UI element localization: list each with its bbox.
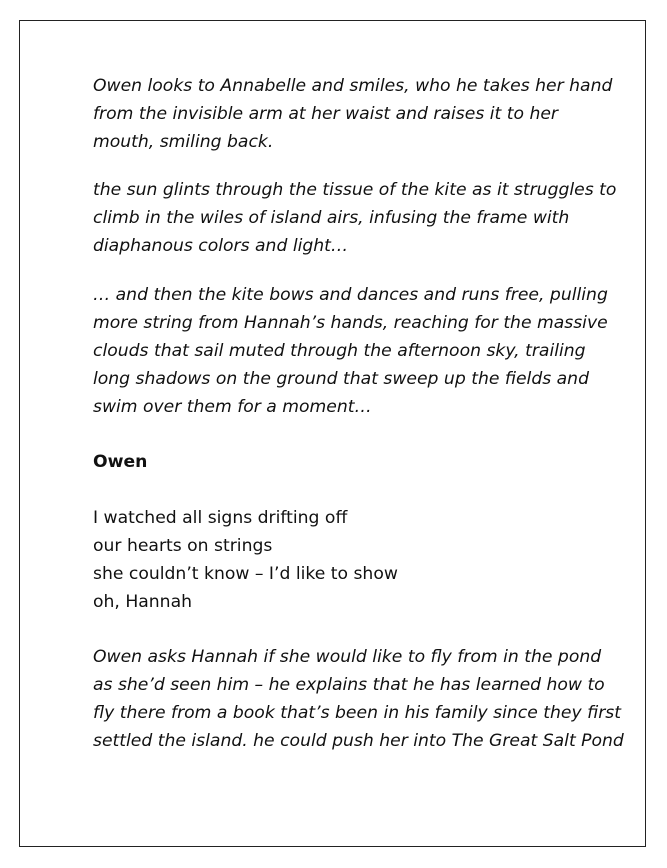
speaker-heading: Owen bbox=[93, 452, 148, 472]
text-line: swim over them for a moment… bbox=[93, 397, 372, 417]
text-line: Owen asks Hannah if she would like to fly from in the pond bbox=[93, 647, 602, 667]
text-line: Owen looks to Annabelle and smiles, who he takes her hand bbox=[93, 76, 613, 96]
text-line: the sun glints through the tissue of the kite as it struggles to bbox=[93, 180, 617, 200]
text-line: climb in the wiles of island airs, infusing the frame with bbox=[93, 208, 570, 228]
text-line: mouth, smiling back. bbox=[93, 132, 274, 152]
text-line: as she’d seen him – he explains that he has learned how to bbox=[93, 675, 605, 695]
text-line: … and then the kite bows and dances and runs free, pulling bbox=[93, 285, 608, 305]
lyric-line: she couldn’t know – I’d like to show bbox=[93, 564, 398, 584]
lyric-line: oh, Hannah bbox=[93, 592, 193, 612]
lyric-line: I watched all signs drifting off bbox=[93, 508, 348, 528]
lyrics-stanza bbox=[93, 504, 398, 616]
stage-direction-paragraph bbox=[93, 643, 624, 755]
lyric-line: our hearts on strings bbox=[93, 536, 273, 556]
text-line: clouds that sail muted through the afternoon sky, trailing bbox=[93, 341, 586, 361]
text-line: fly there from a book that’s been in his family since they first bbox=[93, 703, 621, 723]
text-line: long shadows on the ground that sweep up the fields and bbox=[93, 369, 589, 389]
stage-direction-paragraph bbox=[93, 176, 616, 260]
stage-direction-paragraph bbox=[93, 72, 612, 156]
text-line: more string from Hannah’s hands, reaching for the massive bbox=[93, 313, 608, 333]
text-line: diaphanous colors and light… bbox=[93, 236, 349, 256]
text-line: settled the island. he could push her into The Great Salt Pond bbox=[93, 731, 624, 751]
text-line: from the invisible arm at her waist and raises it to her bbox=[93, 104, 558, 124]
stage-direction-paragraph bbox=[93, 281, 608, 421]
